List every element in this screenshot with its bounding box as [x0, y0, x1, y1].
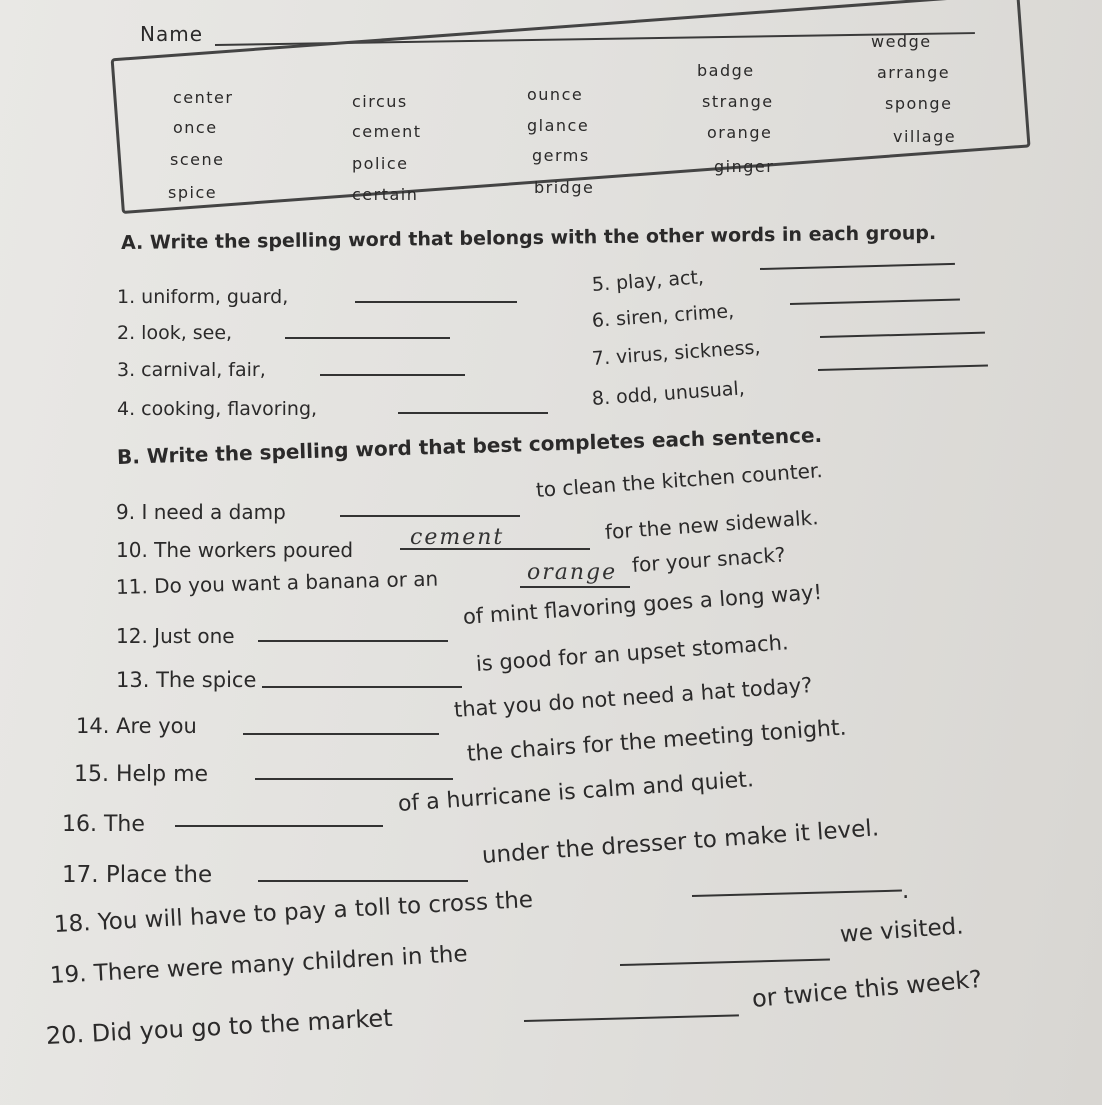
word: wedge	[871, 32, 932, 51]
word: scene	[170, 150, 225, 169]
word: cement	[352, 122, 422, 141]
word: glance	[527, 116, 590, 135]
sentence-start: 13. The spice	[116, 668, 257, 692]
section-b-instruction: B. Write the spelling word that best completes each sentence.	[116, 422, 823, 469]
sentence-end: we visited.	[839, 913, 965, 948]
answer-blank[interactable]	[255, 778, 453, 780]
sentence-end: under the dresser to make it level.	[481, 815, 880, 869]
word: certain	[352, 185, 419, 204]
sentence-start: 18. You will have to pay a toll to cross the	[53, 886, 534, 938]
group-item: 1. uniform, guard,	[117, 286, 289, 308]
word: arrange	[877, 63, 951, 82]
word: strange	[702, 92, 774, 111]
sentence-start: 15. Help me	[74, 762, 209, 787]
word: germs	[532, 146, 590, 165]
answer-blank[interactable]	[243, 733, 439, 735]
word: badge	[697, 61, 755, 80]
sentence-start: 20. Did you go to the market	[45, 1003, 394, 1050]
sentence-end: is good for an upset stomach.	[475, 630, 790, 676]
sentence-end: for the new sidewalk.	[604, 505, 820, 544]
answer-blank[interactable]	[820, 332, 985, 338]
answer-blank[interactable]	[398, 412, 548, 414]
answer-blank[interactable]	[175, 825, 383, 827]
answer-blank[interactable]	[258, 640, 448, 642]
group-item: 6. siren, crime,	[591, 300, 735, 332]
answer-blank[interactable]	[320, 374, 465, 376]
section-a-instruction: A. Write the spelling word that belongs with the other words in each group.	[120, 222, 937, 254]
sentence-start: 14. Are you	[76, 714, 197, 738]
group-item: 4. cooking, flavoring,	[117, 398, 318, 420]
sentence-start: 9. I need a damp	[116, 500, 286, 524]
sentence-end: or twice this week?	[750, 964, 984, 1013]
group-item: 3. carnival, fair,	[117, 359, 266, 381]
sentence-end: for your snack?	[631, 542, 787, 577]
answer-blank[interactable]	[340, 515, 520, 517]
word: bridge	[534, 178, 595, 197]
sentence-end: of a hurricane is calm and quiet.	[397, 767, 755, 817]
sentence-end: the chairs for the meeting tonight.	[466, 715, 848, 767]
word: ounce	[527, 85, 584, 104]
word: once	[173, 118, 218, 137]
sentence-end: that you do not need a hat today?	[453, 672, 814, 722]
word: center	[173, 88, 234, 107]
word: orange	[707, 123, 773, 142]
answer-blank[interactable]	[262, 686, 462, 688]
group-item: 8. odd, unusual,	[591, 377, 746, 410]
handwritten-answer: cement	[410, 525, 505, 550]
word: ginger	[714, 157, 775, 176]
sentence-start: 16. The	[62, 812, 145, 837]
answer-blank[interactable]	[258, 880, 468, 882]
answer-blank[interactable]	[285, 337, 450, 339]
group-item: 7. virus, sickness,	[591, 336, 762, 370]
answer-blank[interactable]	[790, 299, 960, 305]
handwritten-answer: orange	[527, 560, 618, 585]
word: police	[352, 154, 409, 173]
group-item: 2. look, see,	[117, 322, 233, 344]
answer-blank[interactable]	[692, 890, 902, 897]
sentence-start: 12. Just one	[116, 624, 235, 648]
sentence-end: to clean the kitchen counter.	[535, 457, 824, 502]
word: sponge	[885, 94, 953, 113]
answer-blank[interactable]	[355, 301, 517, 303]
group-item: 5. play, act,	[591, 266, 705, 296]
answer-blank[interactable]	[524, 1014, 739, 1022]
word: village	[893, 127, 957, 146]
sentence-start: 10. The workers poured	[116, 538, 354, 562]
answer-blank[interactable]	[520, 586, 630, 588]
sentence-start: 19. There were many children in the	[49, 941, 469, 989]
sentence-start: 11. Do you want a banana or an	[115, 566, 439, 599]
answer-blank[interactable]	[620, 959, 830, 966]
name-label: Name	[140, 22, 204, 46]
word: spice	[168, 183, 218, 202]
answer-blank[interactable]	[760, 263, 955, 270]
sentence-end: of mint flavoring goes a long way!	[462, 579, 823, 629]
sentence-end: .	[902, 878, 910, 904]
answer-blank[interactable]	[818, 365, 988, 371]
sentence-start: 17. Place the	[62, 862, 213, 888]
word: circus	[352, 92, 408, 111]
